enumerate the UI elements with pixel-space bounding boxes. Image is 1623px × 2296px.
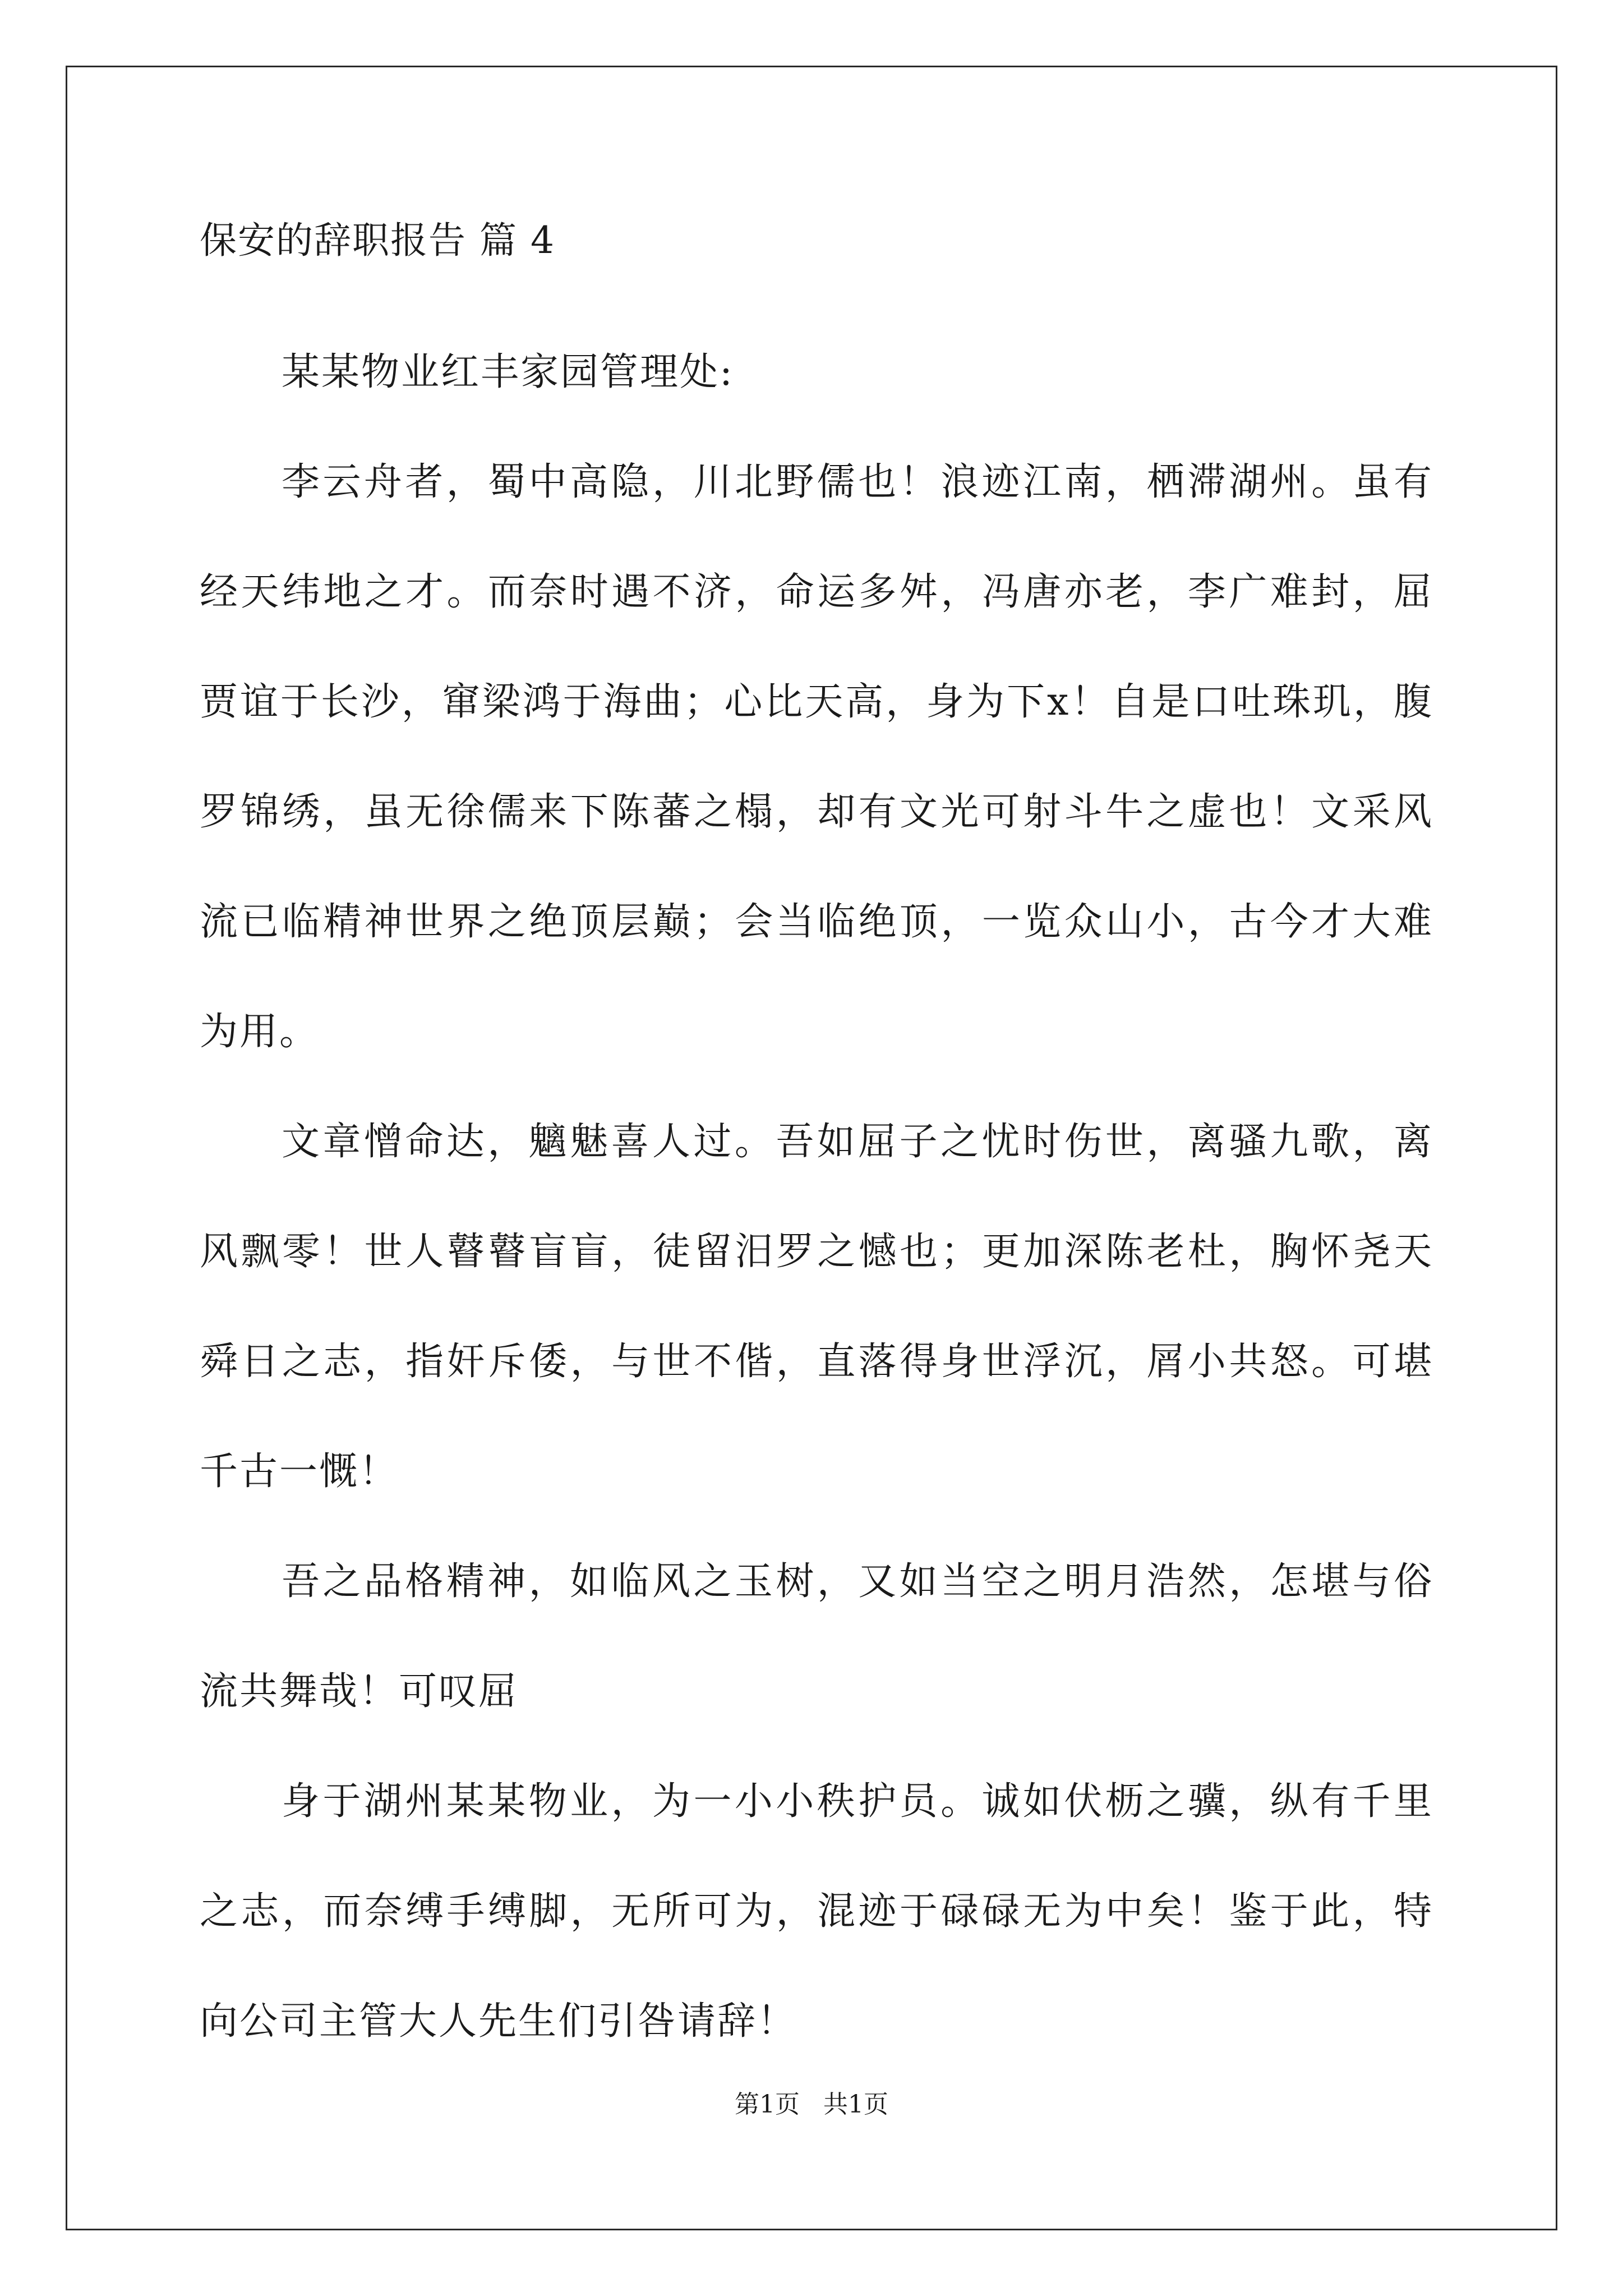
paragraph-2: 文章憎命达，魑魅喜人过。吾如屈子之忧时伤世，离骚九歌，离风飘零！世人瞽瞽盲盲，徒留汨罗之憾也；更加深陈老杜，胸怀尧天舜日之志，指奸斥倭，与世不偕，直落得身世浮沉，屑小共怒。可堪千古一慨！ (200, 1120, 1433, 1494)
document-title: 保安的辞职报告 篇 4 (200, 219, 555, 262)
title-spacer (200, 274, 1433, 318)
paragraph-4: 身于湖州某某物业，为一小小秩护员。诚如伏枥之骥，纵有千里之志，而奈缚手缚脚，无所可为，混迹于碌碌无为中矣！鉴于此，特向公司主管大人先生们引咎请辞！ (200, 1779, 1433, 2044)
paragraph-1: 李云舟者，蜀中高隐，川北野儒也！浪迹江南，栖滞湖州。虽有经天纬地之才。而奈时遇不济，命运多舛，冯唐亦老，李广难封，屈贾谊于长沙，窜梁鸿于海曲；心比天高，身为下x！自是口吐珠玑，腹罗锦绣，虽无徐儒来下陈蕃之榻，却有文光可射斗牛之虚也！文采风流已临精神世界之绝顶层巅；会当临绝顶，一览众山小，古今才大难为用。 (200, 460, 1433, 1054)
document-body (200, 208, 1433, 2077)
paragraph-3: 吾之品格精神，如临风之玉树，又如当空之明月浩然，怎堪与俗流共舞哉！可叹屈 (200, 1559, 1433, 1714)
page-footer: 第1页 共1页 (735, 2090, 888, 2119)
salutation: 某某物业红丰家园管理处: (282, 350, 734, 394)
